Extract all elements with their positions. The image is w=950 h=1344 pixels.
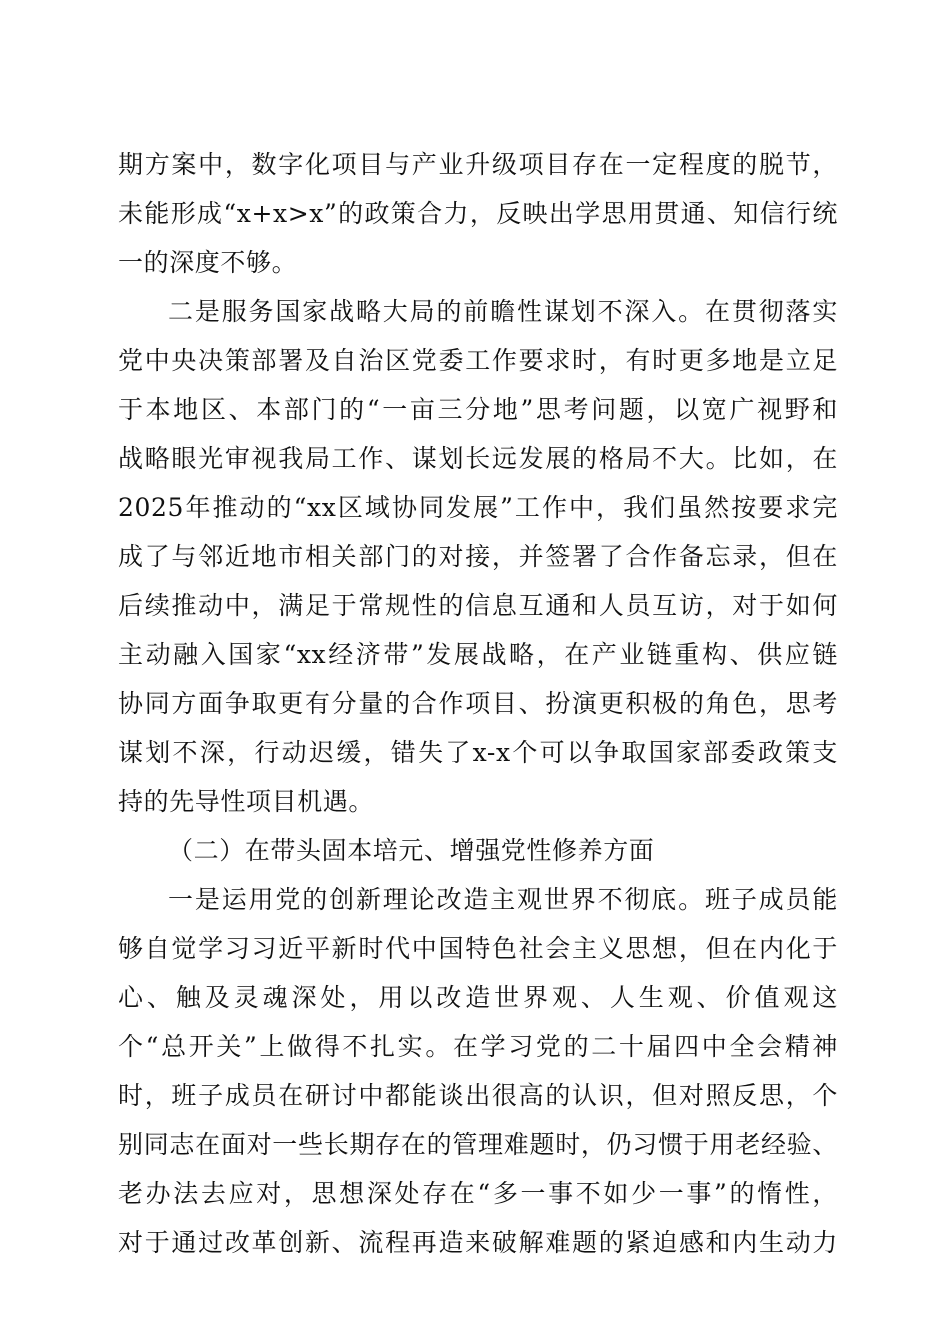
text-line: 时，班子成员在研讨中都能谈出很高的认识，但对照反思，个	[118, 1081, 838, 1110]
paragraph-lead-line: 二是服务国家战略大局的前瞻性谋划不深入。在贯彻落实	[168, 297, 838, 326]
text-line: 2025年推动的“xx区域协同发展”工作中，我们虽然按要求完	[118, 493, 838, 522]
text-line: 于本地区、本部门的“一亩三分地”思考问题，以宽广视野和	[118, 395, 838, 424]
text-line: 期方案中，数字化项目与产业升级项目存在一定程度的脱节，	[118, 150, 838, 179]
text-line: 战略眼光审视我局工作、谋划长远发展的格局不大。比如，在	[118, 444, 838, 473]
text-line: 别同志在面对一些长期存在的管理难题时，仍习惯于用老经验、	[118, 1130, 838, 1159]
text-line: 后续推动中，满足于常规性的信息互通和人员互访，对于如何	[118, 591, 838, 620]
text-line: 老办法去应对，思想深处存在“多一事不如少一事”的惰性，	[118, 1179, 838, 1208]
text-line: 对于通过改革创新、流程再造来破解难题的紧迫感和内生动力	[118, 1228, 838, 1257]
text-line: 一的深度不够。	[118, 248, 298, 277]
text-line: 持的先导性项目机遇。	[118, 787, 375, 816]
text-line: 谋划不深，行动迟缓，错失了x-x个可以争取国家部委政策支	[118, 738, 838, 767]
text-line: 未能形成“x+x>x”的政策合力，反映出学思用贯通、知信行统	[118, 199, 838, 228]
section-heading: （二）在带头固本培元、增强党性修养方面	[168, 836, 655, 865]
text-line: 个“总开关”上做得不扎实。在学习党的二十届四中全会精神	[118, 1032, 838, 1061]
text-line: 心、触及灵魂深处，用以改造世界观、人生观、价值观这	[118, 983, 838, 1012]
text-line: 主动融入国家“xx经济带”发展战略，在产业链重构、供应链	[118, 640, 838, 669]
text-line: 成了与邻近地市相关部门的对接，并签署了合作备忘录，但在	[118, 542, 838, 571]
document-body	[118, 140, 838, 1267]
text-line: 协同方面争取更有分量的合作项目、扮演更积极的角色，思考	[118, 689, 838, 718]
paragraph-lead-line: 一是运用党的创新理论改造主观世界不彻底。班子成员能	[168, 885, 838, 914]
text-line: 够自觉学习习近平新时代中国特色社会主义思想，但在内化于	[118, 934, 838, 963]
text-line: 党中央决策部署及自治区党委工作要求时，有时更多地是立足	[118, 346, 838, 375]
